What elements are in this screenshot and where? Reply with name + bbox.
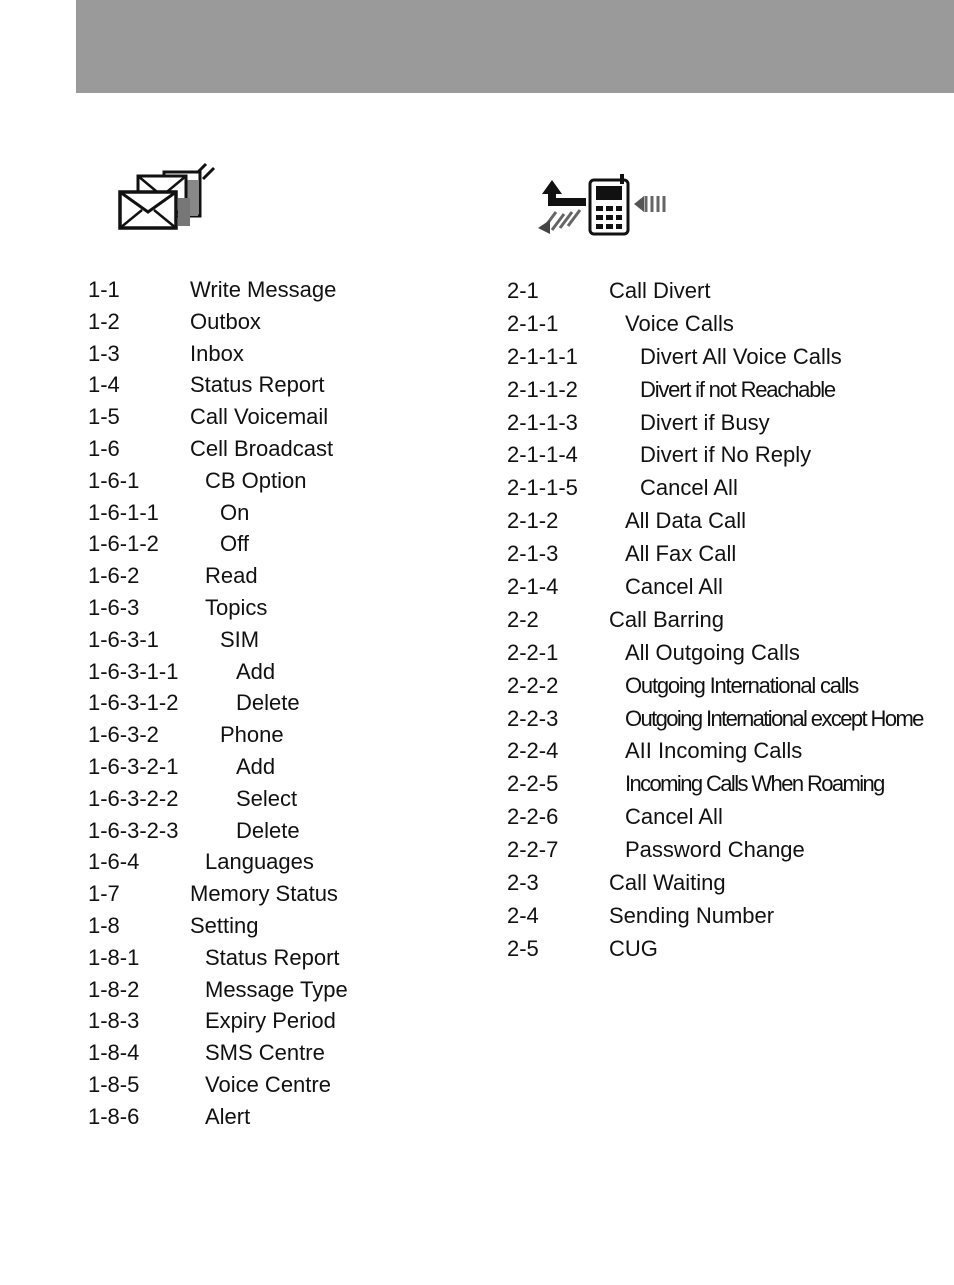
menu-label: Delete xyxy=(236,690,300,716)
menu-code: 2-2 xyxy=(507,606,539,632)
menu-label: Cancel All xyxy=(625,804,723,830)
menu-code: 2-2-2 xyxy=(507,672,559,698)
menu-code: 2-1-3 xyxy=(507,541,559,567)
menu-code: 2-4 xyxy=(507,902,539,928)
menu-label: Outbox xyxy=(190,308,261,334)
menu-label: Sending Number xyxy=(609,902,775,928)
menu-code: 2-1-1-2 xyxy=(507,376,578,402)
menu-code: 2-1-1-5 xyxy=(507,475,578,501)
menu-code: 2-1-1-4 xyxy=(507,442,578,468)
menu-label: Cell Broadcast xyxy=(190,435,334,461)
menu-label: All Outgoing Calls xyxy=(625,639,800,665)
menu-code: 1-2 xyxy=(88,308,120,334)
menu-label: Voice Centre xyxy=(205,1071,331,1097)
menu-label: Call Voicemail xyxy=(190,404,329,430)
menu-label: Read xyxy=(205,563,258,589)
menu-label: Voice Calls xyxy=(625,310,734,336)
menu-code: 1-8-4 xyxy=(88,1040,140,1066)
menu-code: 1-7 xyxy=(88,881,120,907)
menu-code: 1-8-3 xyxy=(88,1008,140,1034)
menu-code: 2-2-3 xyxy=(507,705,559,731)
menu-code: 2-5 xyxy=(507,935,539,961)
menu-code: 2-1-2 xyxy=(507,508,559,534)
menu-label: Divert if No Reply xyxy=(640,442,812,468)
menu-code: 1-6-3-2-3 xyxy=(88,817,179,843)
menu-label: Status Report xyxy=(205,944,340,970)
menu-label: Phone xyxy=(220,722,284,748)
menu-code: 2-2-5 xyxy=(507,771,559,797)
menu-code: 1-8-6 xyxy=(88,1103,140,1129)
menu-code: 1-8-2 xyxy=(88,976,140,1002)
menu-label: Call Divert xyxy=(609,278,711,303)
menu-code: 2-1-1 xyxy=(507,310,559,336)
menu-code: 2-1-1-1 xyxy=(507,343,578,369)
menu-code: 2-2-4 xyxy=(507,738,559,764)
menu-label: Divert if Busy xyxy=(640,409,770,435)
menu-code: 1-6-3-1 xyxy=(88,626,159,652)
menu-code: 1-6-3-1-1 xyxy=(88,658,179,684)
menu-label: Off xyxy=(220,531,249,557)
menu-code: 1-6-1-2 xyxy=(88,531,159,557)
menu-label: Add xyxy=(236,658,276,684)
menu-label: Cancel All xyxy=(640,475,738,501)
menu-label: Topics xyxy=(205,594,268,620)
envelope-stack-icon xyxy=(116,160,220,232)
menu-label: Inbox xyxy=(190,340,244,366)
menu-label: On xyxy=(220,499,250,525)
menu-label: Call Waiting xyxy=(609,870,726,896)
header-band xyxy=(76,0,954,93)
menu-label: SMS Centre xyxy=(205,1040,325,1066)
phone-with-arrows-icon xyxy=(536,172,672,238)
menu-label: Message Type xyxy=(205,976,348,1002)
menu-label: Select xyxy=(236,785,298,811)
menu-label: CB Option xyxy=(205,467,307,493)
menu-label: All Fax Call xyxy=(625,541,737,567)
menu-code: 2-1-1-3 xyxy=(507,409,578,435)
menu-label: Outgoing International calls xyxy=(625,672,859,698)
menu-label: Password Change xyxy=(625,837,805,863)
menu-code: 1-8-1 xyxy=(88,944,140,970)
menu-label: Outgoing International except Home xyxy=(625,705,923,731)
menu-label: Cancel All xyxy=(625,574,723,600)
menu-label: SIM xyxy=(220,626,260,652)
menu-code: 1-6-3-2-1 xyxy=(88,753,179,779)
menu-label: Alert xyxy=(205,1103,251,1129)
menu-code: 1-6-2 xyxy=(88,563,140,589)
menu-label: Add xyxy=(236,753,276,779)
menu-code: 2-1 xyxy=(507,278,539,303)
menu-code: 1-6-3-2 xyxy=(88,722,159,748)
menu-label: AII Incoming Calls xyxy=(625,738,803,764)
menu-code: 1-6-3 xyxy=(88,594,140,620)
menu-code: 2-3 xyxy=(507,870,539,896)
menu-code: 1-6-4 xyxy=(88,849,140,875)
menu-code: 2-2-1 xyxy=(507,639,559,665)
menu-label: Expiry Period xyxy=(205,1008,336,1034)
menu-code: 1-6-3-1-2 xyxy=(88,690,179,716)
menu-label: Write Message xyxy=(190,277,337,302)
menu-code: 1-6-1-1 xyxy=(88,499,159,525)
menu-code: 1-8 xyxy=(88,912,120,938)
menu-code: 1-6-3-2-2 xyxy=(88,785,179,811)
menu-code: 1-3 xyxy=(88,340,120,366)
menu-code: 1-8-5 xyxy=(88,1071,140,1097)
menu-label: Memory Status xyxy=(190,881,338,907)
menu-label: Setting xyxy=(190,912,259,938)
menu-code: 2-2-6 xyxy=(507,804,559,830)
menu-code: 2-1-4 xyxy=(507,574,559,600)
menu-label: Call Barring xyxy=(609,606,724,632)
menu-code: 1-4 xyxy=(88,372,120,398)
menu-code: 2-2-7 xyxy=(507,837,559,863)
menu-code: 1-1 xyxy=(88,277,120,302)
menu-code: 1-5 xyxy=(88,404,120,430)
menu-label: Incoming Calls When Roaming xyxy=(625,771,884,797)
menu-label: Divert All Voice Calls xyxy=(640,343,842,369)
menu-label: Divert if not Reachable xyxy=(640,376,835,402)
menu-label: Status Report xyxy=(190,372,325,398)
menu-label: Delete xyxy=(236,817,300,843)
menu-code: 1-6 xyxy=(88,435,120,461)
menu-label: All Data Call xyxy=(625,508,747,534)
menu-label: Languages xyxy=(205,849,314,875)
menu-code: 1-6-1 xyxy=(88,467,140,493)
menu-label: CUG xyxy=(609,935,658,961)
